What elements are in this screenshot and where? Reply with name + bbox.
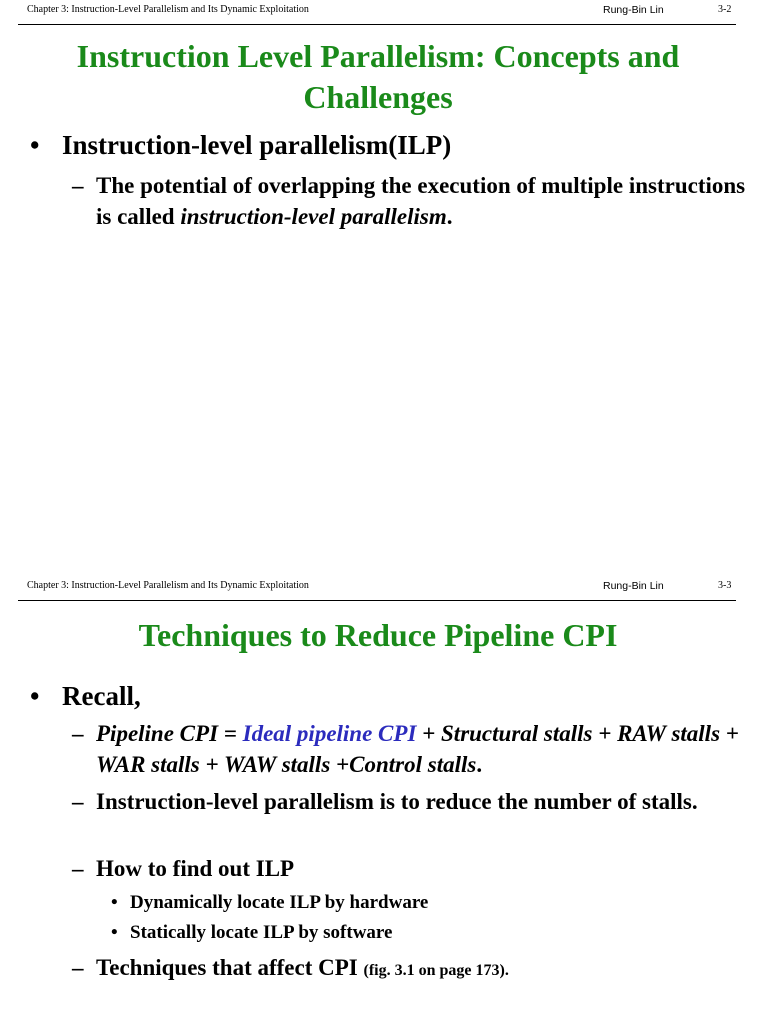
chapter-label: Chapter 3: Instruction-Level Parallelism and Its Dynamic Exploitation — [27, 580, 309, 591]
slide-title: Techniques to Reduce Pipeline CPI — [138, 617, 618, 653]
dash-icon: – — [72, 856, 84, 881]
author-label: Rung-Bin Lin — [603, 4, 664, 16]
header-divider — [18, 600, 736, 601]
slide-header — [0, 0, 768, 26]
bullet-dot-icon: • — [30, 130, 40, 160]
slide-3-3 — [0, 576, 768, 1024]
bullet-dot-icon: • — [111, 922, 118, 943]
bullet-text: Instruction-level parallelism(ILP) — [62, 130, 452, 160]
sub-bullet-text: Instruction-level parallelism is to reduce the number of stalls. — [96, 789, 698, 814]
formula-period: . — [476, 752, 483, 777]
chapter-label: Chapter 3: Instruction-Level Parallelism and Its Dynamic Exploitation — [27, 4, 309, 15]
definition-text: The potential of overlapping the execution of multiple instructions is called — [96, 173, 746, 229]
definition-period: . — [446, 204, 453, 229]
dash-icon: – — [72, 721, 84, 746]
slide-title — [20, 36, 736, 118]
header-divider — [18, 24, 736, 25]
techniques-text: Techniques that affect CPI — [96, 955, 364, 980]
definition-emphasis: instruction-level parallelism — [180, 204, 447, 229]
page-number: 3-2 — [718, 4, 732, 15]
sub-bullet-text — [96, 170, 746, 232]
ideal-pipeline-cpi: Ideal pipeline CPI — [242, 721, 417, 746]
sub-sub-bullet-text: Dynamically locate ILP by hardware — [130, 892, 429, 913]
slide-header — [0, 576, 768, 602]
author-label: Rung-Bin Lin — [603, 580, 664, 592]
pipeline-cpi-formula — [96, 718, 746, 780]
dash-icon: – — [72, 173, 84, 198]
slide-title-line-2: Challenges — [303, 79, 453, 115]
slide-title-line-1: Instruction Level Parallelism: Concepts and — [76, 38, 680, 74]
figure-reference: (fig. 3.1 on page 173). — [363, 962, 509, 979]
formula-stall-terms: + Structural stalls + RAW stalls + WAR stalls + WAW stalls +Control stalls — [96, 721, 739, 777]
page-number: 3-3 — [718, 580, 732, 591]
sub-bullet-text — [96, 952, 746, 986]
bullet-dot-icon: • — [111, 892, 118, 913]
bullet-dot-icon: • — [30, 681, 40, 711]
sub-bullet-text: How to find out ILP — [96, 856, 295, 881]
bullet-text: Recall, — [62, 681, 141, 711]
dash-icon: – — [72, 789, 84, 814]
formula-lhs: Pipeline CPI = — [96, 721, 243, 746]
sub-sub-bullet-text: Statically locate ILP by software — [130, 922, 393, 943]
dash-icon: – — [72, 955, 84, 980]
